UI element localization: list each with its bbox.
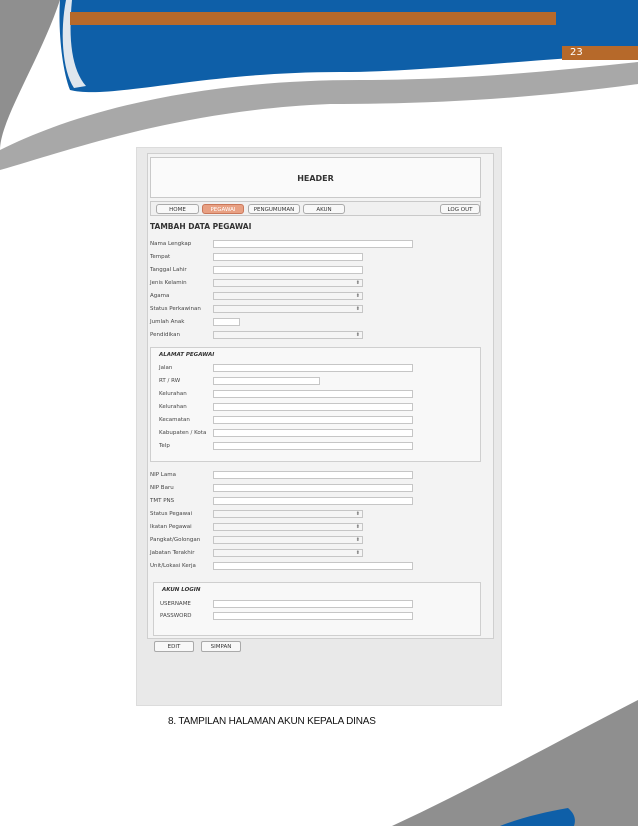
nip-baru-input[interactable] — [213, 484, 413, 492]
tempat-input[interactable] — [213, 253, 363, 261]
nav-akun-button[interactable]: AKUN — [303, 204, 345, 214]
nav-home-button[interactable]: HOME — [156, 204, 199, 214]
rt-rw-input[interactable] — [213, 377, 320, 385]
ui-mockup-screenshot — [136, 147, 502, 706]
password-input[interactable] — [213, 612, 413, 620]
nav-pegawai-button[interactable]: PEGAWAI — [202, 204, 244, 214]
logout-button[interactable]: LOG OUT — [440, 204, 480, 214]
label-jabatan-terakhir: Jabatan Terakhir — [150, 550, 195, 556]
simpan-button[interactable]: SIMPAN — [201, 641, 241, 652]
page-number: 23 — [562, 46, 638, 60]
label-pangkat-golongan: Pangkat/Golongan — [150, 537, 201, 543]
jenis-kelamin-select[interactable] — [213, 279, 363, 287]
kelurahan-input[interactable] — [213, 390, 413, 398]
nama-lengkap-input[interactable] — [213, 240, 413, 248]
akun-login-group — [153, 582, 481, 636]
label-kelurahan-2: Kelurahan — [159, 404, 187, 410]
tanggal-lahir-input[interactable] — [213, 266, 363, 274]
bottom-grey-swoosh — [392, 700, 638, 826]
label-jalan: Jalan — [159, 365, 173, 371]
dropdown-arrow-icon: ⬍ — [355, 511, 360, 517]
label-jumlah-anak: Jumlah Anak — [150, 319, 185, 325]
header-banner: HEADER — [150, 157, 481, 198]
label-agama: Agama — [150, 293, 170, 299]
label-unit-lokasi-kerja: Unit/Lokasi Kerja — [150, 563, 196, 569]
label-status-perkawinan: Status Perkawinan — [150, 306, 201, 312]
figure-caption: 8. TAMPILAN HALAMAN AKUN KEPALA DINAS — [168, 716, 376, 727]
alamat-pegawai-group — [150, 347, 481, 462]
tmt-pns-input[interactable] — [213, 497, 413, 505]
jalan-input[interactable] — [213, 364, 413, 372]
nav-bar — [150, 201, 481, 216]
username-input[interactable] — [213, 600, 413, 608]
label-kecamatan: Kecamatan — [159, 417, 190, 423]
form-title: TAMBAH DATA PEGAWAI — [150, 222, 252, 231]
ikatan-pegawai-select[interactable] — [213, 523, 363, 531]
label-pendidikan: Pendidikan — [150, 332, 180, 338]
alamat-group-title: ALAMAT PEGAWAI — [159, 352, 215, 358]
app-window — [147, 153, 494, 639]
label-jenis-kelamin: Jenis Kelamin — [150, 280, 187, 286]
nip-lama-input[interactable] — [213, 471, 413, 479]
label-username: USERNAME — [160, 601, 191, 607]
label-tempat: Tempat — [150, 254, 171, 260]
jumlah-anak-input[interactable] — [213, 318, 240, 326]
edit-button[interactable]: EDIT — [154, 641, 194, 652]
kabupaten-kota-input[interactable] — [213, 429, 413, 437]
dropdown-arrow-icon: ⬍ — [355, 293, 360, 299]
dropdown-arrow-icon: ⬍ — [355, 332, 360, 338]
label-ikatan-pegawai: Ikatan Pegawai — [150, 524, 192, 530]
agama-select[interactable] — [213, 292, 363, 300]
jabatan-terakhir-select[interactable] — [213, 549, 363, 557]
label-nip-baru: NIP Baru — [150, 485, 174, 491]
pangkat-golongan-select[interactable] — [213, 536, 363, 544]
label-status-pegawai: Status Pegawai — [150, 511, 193, 517]
label-kelurahan: Kelurahan — [159, 391, 187, 397]
dropdown-arrow-icon: ⬍ — [355, 280, 360, 286]
label-kabupaten-kota: Kabupaten / Kota — [159, 430, 207, 436]
status-perkawinan-select[interactable] — [213, 305, 363, 313]
telp-input[interactable] — [213, 442, 413, 450]
top-grey-swoosh — [0, 0, 60, 150]
top-orange-bar — [70, 12, 556, 25]
unit-lokasi-kerja-input[interactable] — [213, 562, 413, 570]
label-telp: Telp — [159, 443, 170, 449]
nav-pengumuman-button[interactable]: PENGUMUMAN — [248, 204, 300, 214]
dropdown-arrow-icon: ⬍ — [355, 306, 360, 312]
dropdown-arrow-icon: ⬍ — [355, 550, 360, 556]
label-rt-rw: RT / RW — [159, 378, 181, 384]
kecamatan-input[interactable] — [213, 416, 413, 424]
akun-group-title: AKUN LOGIN — [162, 587, 201, 593]
dropdown-arrow-icon: ⬍ — [355, 524, 360, 530]
kelurahan-2-input[interactable] — [213, 403, 413, 411]
status-pegawai-select[interactable] — [213, 510, 363, 518]
label-tanggal-lahir: Tanggal Lahir — [150, 267, 187, 273]
label-nip-lama: NIP Lama — [150, 472, 176, 478]
pendidikan-select[interactable] — [213, 331, 363, 339]
label-tmt-pns: TMT PNS — [150, 498, 175, 504]
label-nama-lengkap: Nama Lengkap — [150, 241, 192, 247]
dropdown-arrow-icon: ⬍ — [355, 537, 360, 543]
label-password: PASSWORD — [160, 613, 192, 619]
